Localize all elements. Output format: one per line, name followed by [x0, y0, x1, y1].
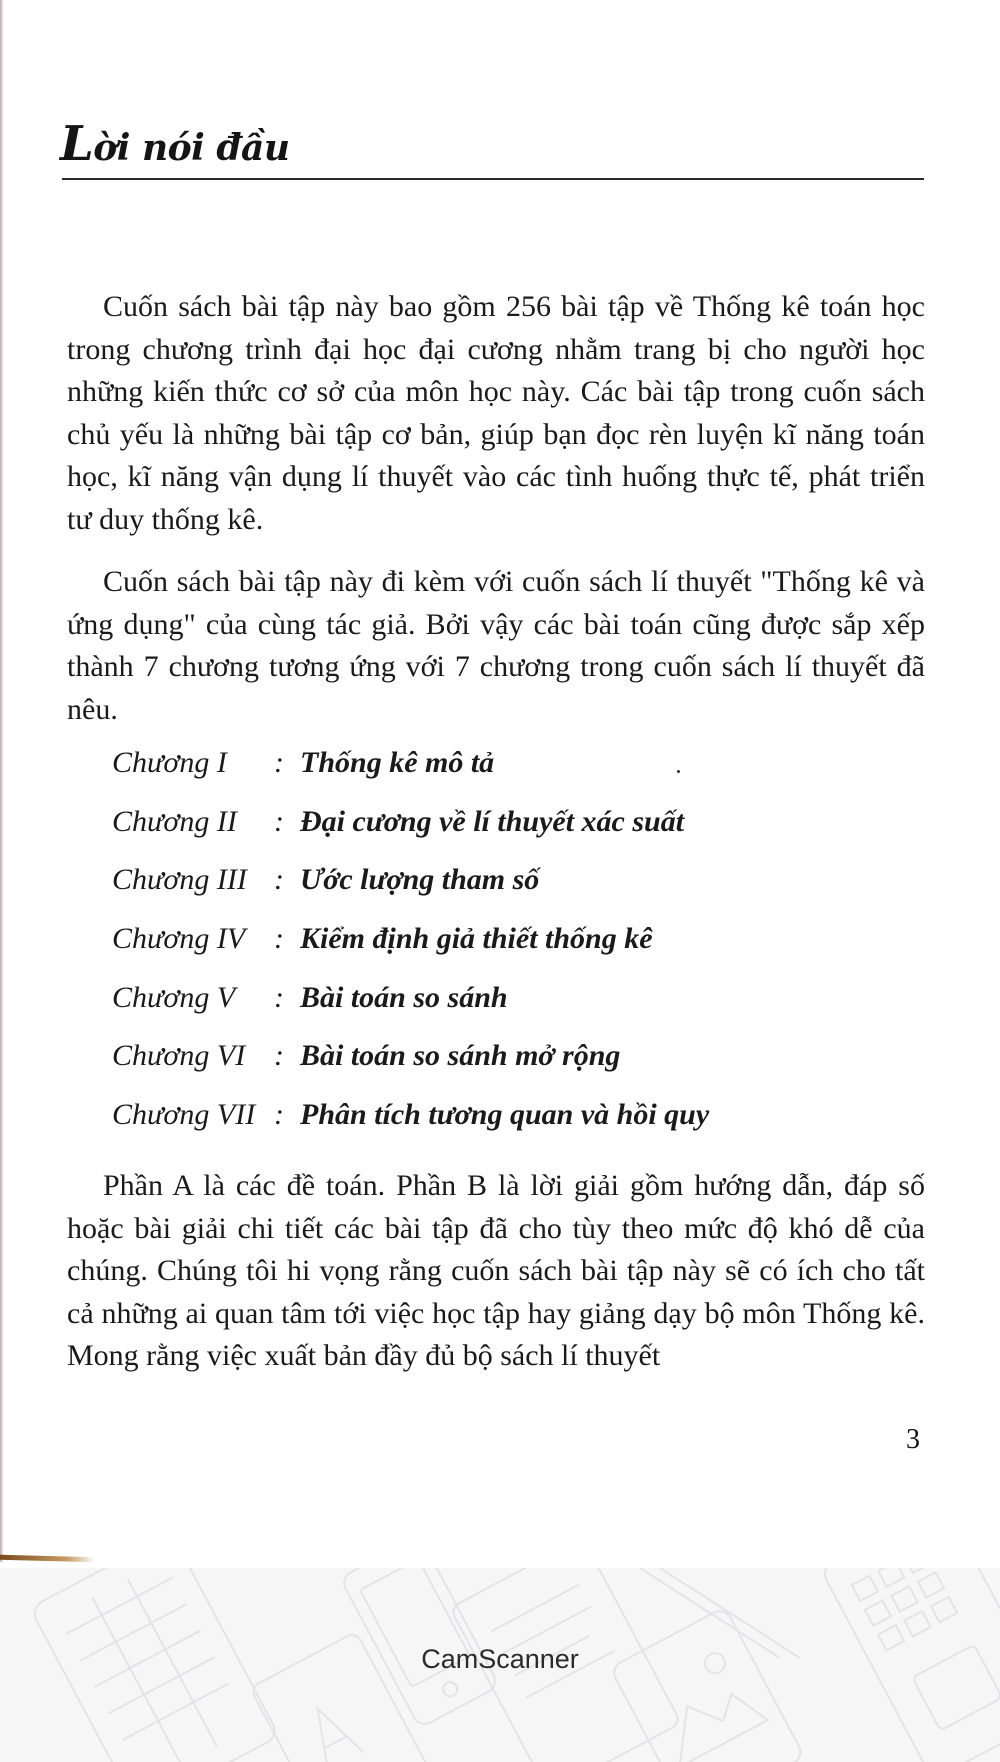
page-bottom-edge: [0, 1555, 95, 1562]
camscanner-footer: [0, 1568, 1000, 1762]
camscanner-brand: CamScanner: [421, 1644, 579, 1674]
paragraph-companion-book: Cuốn sách bài tập này đi kèm với cuốn sách lí thuyết "Thống kê và ứng dụng" của cùng tác giả. Bởi vậy các bài toán cũng được sắp xếp thành 7 chương tương ứng với 7 chương trong cuốn sách lí thuyết đã nêu.: [67, 565, 925, 726]
chapter-item: [112, 863, 912, 922]
page-number: 3: [906, 1424, 920, 1455]
chapter-item: [112, 805, 912, 864]
chapter-title: Bài toán so sánh mở rộng: [300, 1039, 621, 1073]
chapter-number: Chương III: [112, 863, 247, 897]
chapter-separator: :: [274, 980, 284, 1014]
chapter-separator: :: [274, 1098, 284, 1132]
chapter-title: Thống kê mô tả: [300, 746, 495, 779]
chapter-number: Chương I: [112, 746, 227, 779]
chapter-item: [112, 746, 912, 805]
chapter-separator: :: [274, 804, 284, 838]
chapter-item: [112, 1039, 912, 1098]
chapter-separator: :: [274, 746, 284, 779]
chapter-number: Chương V: [112, 980, 236, 1014]
scan-speck: [677, 770, 680, 773]
chapter-separator: :: [274, 863, 284, 897]
chapter-title: Đại cương về lí thuyết xác suất: [300, 804, 685, 838]
chapter-separator: :: [274, 922, 284, 956]
heading-initial: L: [60, 116, 94, 172]
chapter-list: [112, 746, 912, 1157]
chapter-number: Chương VII: [112, 1098, 256, 1132]
heading-rest: ời nói đầu: [93, 127, 290, 169]
chapter-title: Phân tích tương quan và hồi quy: [300, 1098, 710, 1132]
chapter-separator: :: [274, 1039, 284, 1073]
page-left-edge: [0, 0, 3, 1562]
paragraph-intro: Cuốn sách bài tập này bao gồm 256 bài tập về Thống kê toán học trong chương trình đại học đại cương nhằm trang bị cho người học những kiến thức cơ sở của môn học này. Các bài tập trong cuốn sách chủ yếu là những bài tập cơ bản, giúp bạn đọc rèn luyện kĩ năng toán học, kĩ năng vận dụng lí thuyết vào các tình huống thực tế, phát triển tư duy thống kê.: [67, 290, 925, 536]
chapter-number: Chương VI: [112, 1039, 246, 1073]
heading-divider: [62, 178, 924, 180]
chapter-item: [112, 1098, 912, 1157]
chapter-title: Kiểm định giả thiết thống kê: [300, 922, 653, 956]
paragraph-parts: Phần A là các đề toán. Phần B là lời giải gồm hướng dẫn, đáp số hoặc bài giải chi tiết các bài tập đã cho tùy theo mức độ khó dễ của chúng. Chúng tôi hi vọng rằng cuốn sách bài tập này sẽ có ích cho tất cả những ai quan tâm tới việc học tập hay giảng dạy bộ môn Thống kê. Mong rằng việc xuất bản đầy đủ bộ sách lí thuyết: [67, 1169, 925, 1372]
chapter-title: Ước lượng tham số: [300, 863, 540, 897]
page-heading: [60, 116, 290, 172]
chapter-number: Chương IV: [112, 922, 246, 956]
chapter-number: Chương II: [112, 804, 237, 838]
chapter-item: [112, 922, 912, 981]
chapter-item: [112, 981, 912, 1040]
chapter-title: Bài toán so sánh: [300, 980, 508, 1014]
